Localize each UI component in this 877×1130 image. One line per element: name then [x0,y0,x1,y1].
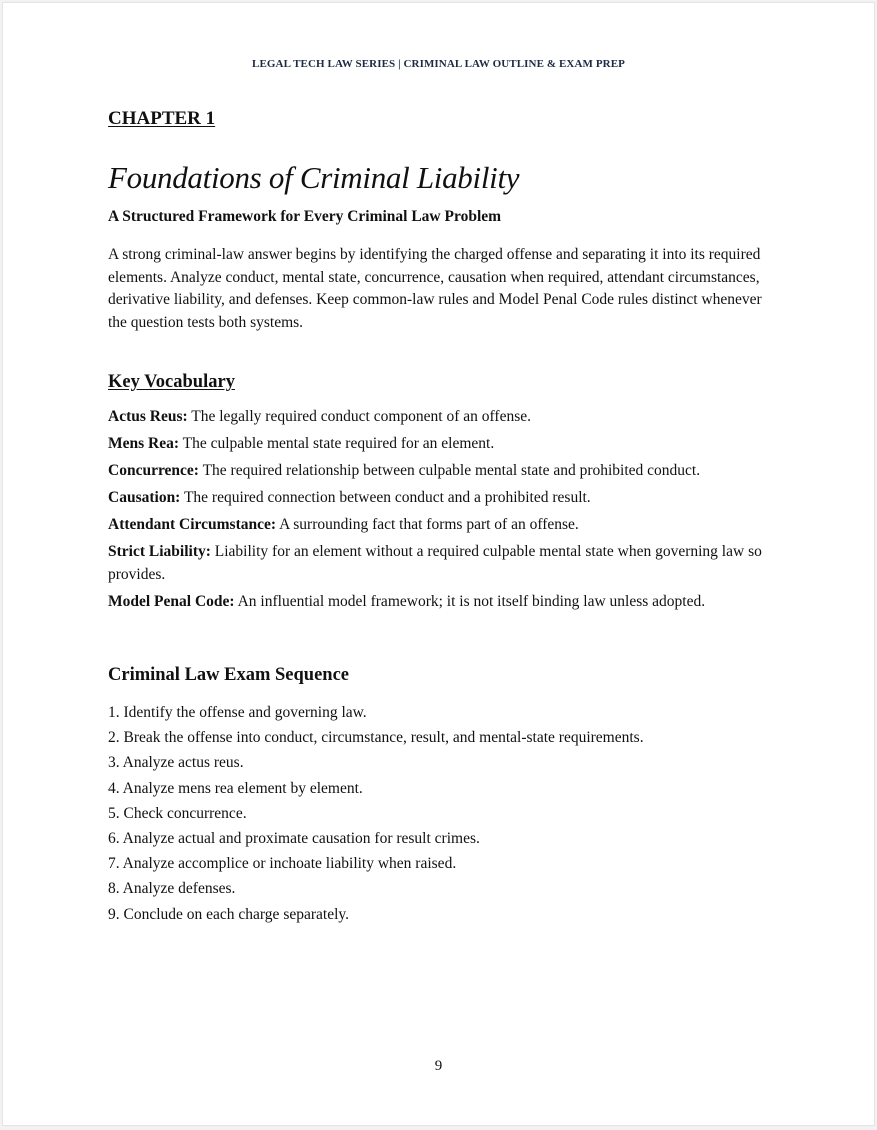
vocabulary-definition: A surrounding fact that forms part of an offense. [276,516,579,533]
vocabulary-term: Mens Rea: [108,435,180,452]
vocabulary-term: Actus Reus: [108,408,188,425]
vocabulary-item [108,460,776,483]
vocabulary-item [108,406,776,429]
exam-sequence-step: 8. Analyze defenses. [108,880,236,898]
exam-sequence-step: 1. Identify the offense and governing law. [108,704,367,721]
vocabulary-term: Causation: [108,489,181,506]
exam-sequence-step: 2. Break the offense into conduct, circumstance, result, and mental-state requirements. [108,729,644,747]
page-number: 9 [434,1058,443,1074]
intro-paragraph: A strong criminal-law answer begins by identifying the charged offense and separating it into its required elements. Analyze conduct, mental state, concurrence, causation when required, attendant circumstances, derivative liability, and defenses. Keep common-law rules and Model Penal Code rules distinct whenever the question tests both systems. [108,246,762,332]
vocabulary-item [108,487,776,510]
vocabulary-definition: Liability for an element without a required culpable mental state when governing law so provides. [108,543,762,583]
vocabulary-definition: The required relationship between culpable mental state and prohibited conduct. [198,462,701,479]
vocabulary-term: Model Penal Code: [108,592,235,610]
vocabulary-term: Concurrence: [108,462,199,479]
vocabulary-definition: The culpable mental state required for an element. [179,435,495,452]
exam-sequence-step: 7. Analyze accomplice or inchoate liability when raised. [108,855,457,873]
chapter-subtitle: A Structured Framework for Every Criminal Law Problem [108,208,502,225]
vocabulary-definition: The legally required conduct component of an offense. [187,408,531,425]
exam-sequence-step: 5. Check concurrence. [108,804,247,822]
exam-sequence-step: 3. Analyze actus reus. [108,754,244,772]
exam-sequence-step: 6. Analyze actual and proximate causation for result crimes. [108,830,480,848]
exam-sequence-heading: Criminal Law Exam Sequence [108,665,350,685]
vocabulary-item [108,433,776,456]
exam-sequence-step: 4. Analyze mens rea element by element. [108,779,363,797]
vocabulary-item [108,514,776,537]
vocabulary-term: Strict Liability: [108,543,211,560]
exam-sequence-list [108,700,768,927]
vocabulary-item [108,541,776,586]
vocabulary-definition: An influential model framework; it is not itself binding law unless adopted. [234,592,706,610]
document-page [2,2,875,1126]
chapter-title: Foundations of Criminal Liability [108,160,520,195]
vocabulary-term: Attendant Circumstance: [108,516,277,533]
vocabulary-item [108,591,776,614]
vocabulary-heading: Key Vocabulary [108,372,235,392]
vocabulary-list [108,406,776,618]
exam-sequence-step: 9. Conclude on each charge separately. [108,905,350,923]
running-header: LEGAL TECH LAW SERIES | CRIMINAL LAW OUTLINE & EXAM PREP [252,58,625,70]
vocabulary-definition: The required connection between conduct and a prohibited result. [180,489,591,506]
chapter-label: CHAPTER 1 [108,108,216,129]
